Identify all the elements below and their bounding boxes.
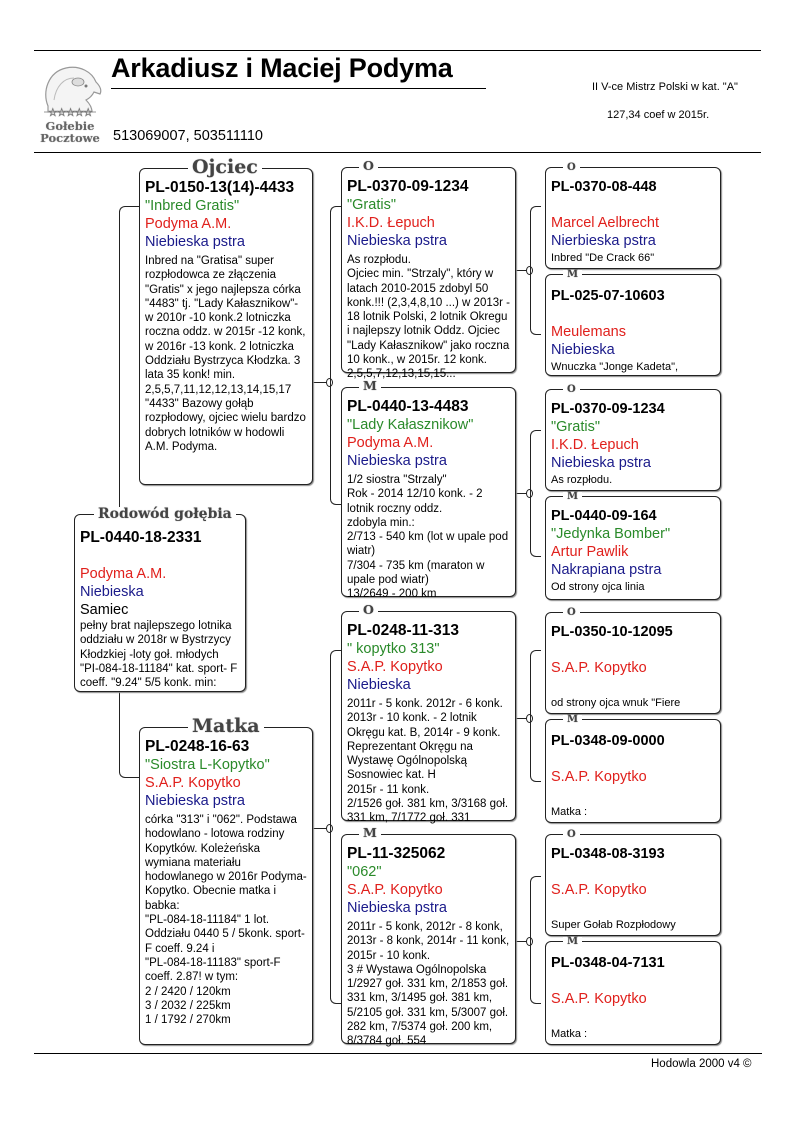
mfm-breeder: S.A.P. Kopytko xyxy=(551,769,647,785)
father-ring: PL-0150-13(14)-4433 xyxy=(145,179,295,196)
page-title: Arkadiusz i Maciej Podyma xyxy=(111,53,453,83)
phone-numbers: 513069007, 503511110 xyxy=(113,128,263,144)
fmf-breeder: I.K.D. Łepuch xyxy=(551,437,639,453)
ffm-notes: Wnuczka "Jonge Kadeta", xyxy=(551,361,679,373)
subject-notes: pełny brat najlepszego lotnika oddziału w 2018r w Bystrzycy Kłodzkiej -loty goł. młodych "PI-084-18-11184" kat. sport- F coeff. "9.24" 5/5 konk. min: xyxy=(80,620,238,690)
father-card[interactable] xyxy=(139,168,313,485)
ff-ring: PL-0370-09-1234 xyxy=(347,178,469,195)
ff-notes: As rozpłodu. Ojciec min. "Strzaly", który w latach 2010-2015 zdobyl 50 konk.!!! (2,3,4,8,10 ...) w 2013r - 18 lotnik Polski, 2 lotnik Okregu i najlepszy lotnik Oddz. Ojciec "Lady Kałasznikow" jako roczna 10 konk., w 2015r. 12 konk. 2,5,5,7,12,13,15,15... xyxy=(347,254,510,381)
mff-label: O xyxy=(563,608,580,618)
connector-father-bracket xyxy=(330,206,341,505)
mmm-ring: PL-0348-04-7131 xyxy=(551,955,665,971)
subject-ring: PL-0440-18-2331 xyxy=(80,529,202,546)
logo-line-2: Pocztowe xyxy=(40,131,100,145)
mmm-card[interactable] xyxy=(545,941,721,1045)
mfm-card[interactable] xyxy=(545,719,721,823)
mff-breeder: S.A.P. Kopytko xyxy=(551,660,647,676)
connector-ff-bracket xyxy=(530,206,541,335)
father-section-label: Ojciec xyxy=(188,158,262,177)
fm-name: "Lady Kałasznikow" xyxy=(347,417,474,433)
ffm-ring: PL-025-07-10603 xyxy=(551,288,665,304)
mother-ring: PL-0248-16-63 xyxy=(145,738,250,755)
mff-card[interactable] xyxy=(545,612,721,714)
fmm-name: "Jedynka Bomber" xyxy=(551,526,671,542)
connector-fm-bracket xyxy=(530,430,541,557)
mother-name: "Siostra L-Kopytko" xyxy=(145,757,270,773)
fmm-breeder: Artur Pawlik xyxy=(551,544,629,560)
mm-ring: PL-11-325062 xyxy=(347,845,446,862)
mother-section-label: Matka xyxy=(188,717,264,736)
mmf-ring: PL-0348-08-3193 xyxy=(551,846,665,862)
father-notes: Inbred na "Gratisa" super rozpłodowca ze złączenia "Gratis" x jego najlepsza córka "4483" tj. "Lady Kałasznikow"- w 2010r -10 konk.2 lotniczka roczna oddz. w 2015r -12 konk, w 2016r -13 konk. 2 lotniczka Oddziału Bystrzyca Kłodzka. 3 lata 35 konk! min. 2,5,5,7,11,12,12,13,14,15,17 "4433" Bazowy gołąb rozpłodowy, ojciec wielu bardzo dobrych lotników w hodowli A.M. Podyma. xyxy=(145,255,306,453)
fff-color: Nierbieska pstra xyxy=(551,233,656,249)
subject-color: Niebieska xyxy=(80,584,144,600)
fmf-notes: As rozpłodu. xyxy=(551,474,613,486)
mfm-label: M xyxy=(563,715,582,725)
maternal-grandmother-card[interactable] xyxy=(341,834,516,1048)
mfm-notes: Matka : xyxy=(551,806,588,818)
father-breeder: Podyma A.M. xyxy=(145,216,232,232)
father-color: Niebieska pstra xyxy=(145,234,245,250)
subject-section-label: Rodowód gołębia xyxy=(94,507,236,521)
fmm-ring: PL-0440-09-164 xyxy=(551,508,657,524)
fff-breeder: Marcel Aelbrecht xyxy=(551,215,659,231)
connector-mother-bracket xyxy=(330,650,341,1004)
mmm-notes: Matka : xyxy=(551,1028,588,1040)
logo-line-1: Gołebie xyxy=(45,119,95,133)
mfm-ring: PL-0348-09-0000 xyxy=(551,733,665,749)
mmm-breeder: S.A.P. Kopytko xyxy=(551,991,647,1007)
mf-label: O xyxy=(359,604,378,617)
mf-color: Niebieska xyxy=(347,677,411,693)
connector-mf-bracket xyxy=(530,650,541,782)
mother-notes: córka "313" i "062". Podstawa hodowlano - lotowa rodziny Kopytków. Koleżeńska wymiana materiału hodowlanego w 2016r Podyma-Kopytko. Obecnie matka i babka: "PL-084-18-11184" 1 lot. Oddziału 0440 5 / 5konk. sport-F coeff. 9.24 i "PL-084-18-11183" sport-F coeff. 2.87! w tym: 2 / 2420 / 120km 3 / 2032 / 225km 1 / 1792 / 270km xyxy=(145,814,307,1027)
fmm-color: Nakrapiana pstra xyxy=(551,562,662,578)
maternal-grandfather-card[interactable] xyxy=(341,611,516,825)
footer-credit: Hodowla 2000 v4 © xyxy=(651,1058,752,1070)
fm-notes: 1/2 siostra "Strzaly" Rok - 2014 12/10 konk. - 2 lotnik roczny oddz. zdobyla min.: 2/713 - 540 km (lot w upale pod wiatr) 7/304 - 735 km (maraton w upale pod wiatr) 13/2649 - 200 km xyxy=(347,474,509,601)
mf-name: " kopytko 313" xyxy=(347,641,440,657)
top-rule xyxy=(34,50,761,51)
mm-color: Niebieska pstra xyxy=(347,900,447,916)
fmf-color: Niebieska pstra xyxy=(551,455,651,471)
fm-breeder: Podyma A.M. xyxy=(347,435,434,451)
subject-sex: Samiec xyxy=(80,602,129,618)
award-line-2: 127,34 coef w 2015r. xyxy=(607,109,710,121)
mf-ring: PL-0248-11-313 xyxy=(347,622,460,639)
mmf-label: O xyxy=(563,830,580,840)
fm-label: M xyxy=(359,380,381,393)
mff-ring: PL-0350-10-12095 xyxy=(551,624,673,640)
fmf-ring: PL-0370-09-1234 xyxy=(551,401,665,417)
mf-notes: 2011r - 5 konk. 2012r - 6 konk. 2013r - 10 konk. - 2 lotnik Okręgu kat. B, 2014r - 9 konk. Reprezentant Okręgu na Wystawę Ogólnopolską Sosnowiec kat. H 2015r - 11 konk. 2/1526 goł. 381 km, 3/3168 goł. 331 km, 7/1772 goł. 331 xyxy=(347,698,509,825)
mmf-card[interactable] xyxy=(545,834,721,936)
mmf-breeder: S.A.P. Kopytko xyxy=(551,882,647,898)
mmf-notes: Super Gołab Rozpłodowy xyxy=(551,919,676,931)
fff-label: O xyxy=(563,163,580,173)
fff-card[interactable] xyxy=(545,167,721,269)
father-name: "Inbred Gratis" xyxy=(145,198,240,214)
mmm-label: M xyxy=(563,937,582,947)
connector-mm-bracket xyxy=(530,876,541,1004)
fmm-card[interactable] xyxy=(545,496,721,600)
paternal-grandfather-card[interactable] xyxy=(341,167,516,381)
mm-name: "062" xyxy=(347,864,382,880)
ff-breeder: I.K.D. Łepuch xyxy=(347,215,435,231)
fmf-card[interactable] xyxy=(545,389,721,491)
fff-notes: Inbred "De Crack 66" xyxy=(551,252,655,264)
mother-card[interactable] xyxy=(139,727,313,1045)
fmm-notes: Od strony ojca linia xyxy=(551,581,645,593)
fmf-label: O xyxy=(563,385,580,395)
ff-color: Niebieska pstra xyxy=(347,233,447,249)
ff-label: O xyxy=(359,160,378,173)
ffm-color: Niebieska xyxy=(551,342,615,358)
fmf-name: "Gratis" xyxy=(551,419,600,435)
subject-breeder: Podyma A.M. xyxy=(80,566,167,582)
ffm-label: M xyxy=(563,270,582,280)
title-underline xyxy=(111,88,486,89)
fmm-label: M xyxy=(563,492,582,502)
mother-breeder: S.A.P. Kopytko xyxy=(145,775,241,791)
ffm-breeder: Meulemans xyxy=(551,324,626,340)
header-bottom-rule xyxy=(34,152,761,153)
mff-notes: od strony ojca wnuk "Fiere xyxy=(551,697,681,709)
ffm-card[interactable] xyxy=(545,274,721,376)
award-line-1: II V-ce Mistrz Polski w kat. "A" xyxy=(592,81,738,93)
paternal-grandmother-card[interactable] xyxy=(341,387,516,601)
logo-stars: ☆☆☆☆☆ xyxy=(47,106,93,119)
mother-color: Niebieska pstra xyxy=(145,793,245,809)
fm-color: Niebieska pstra xyxy=(347,453,447,469)
connector-subject-parents xyxy=(119,206,140,778)
fm-ring: PL-0440-13-4483 xyxy=(347,398,469,415)
ff-name: "Gratis" xyxy=(347,197,396,213)
subject-card[interactable] xyxy=(74,514,246,692)
fff-ring: PL-0370-08-448 xyxy=(551,179,657,195)
mm-breeder: S.A.P. Kopytko xyxy=(347,882,443,898)
mf-breeder: S.A.P. Kopytko xyxy=(347,659,443,675)
mm-label: M xyxy=(359,827,381,840)
footer-rule xyxy=(34,1053,762,1054)
mm-notes: 2011r - 5 konk, 2012r - 8 konk, 2013r - 8 konk, 2014r - 11 konk, 2015r - 10 konk. 3 # Wystawa Ogólnopolska 1/2927 goł. 331 km, 2/1853 goł. 331 km, 3/1495 goł. 381 km, 5/2105 goł. 331 km, 5/3007 goł. 282 km, 7/5374 goł. 200 km, 8/3784 goł. 554 xyxy=(347,921,510,1048)
